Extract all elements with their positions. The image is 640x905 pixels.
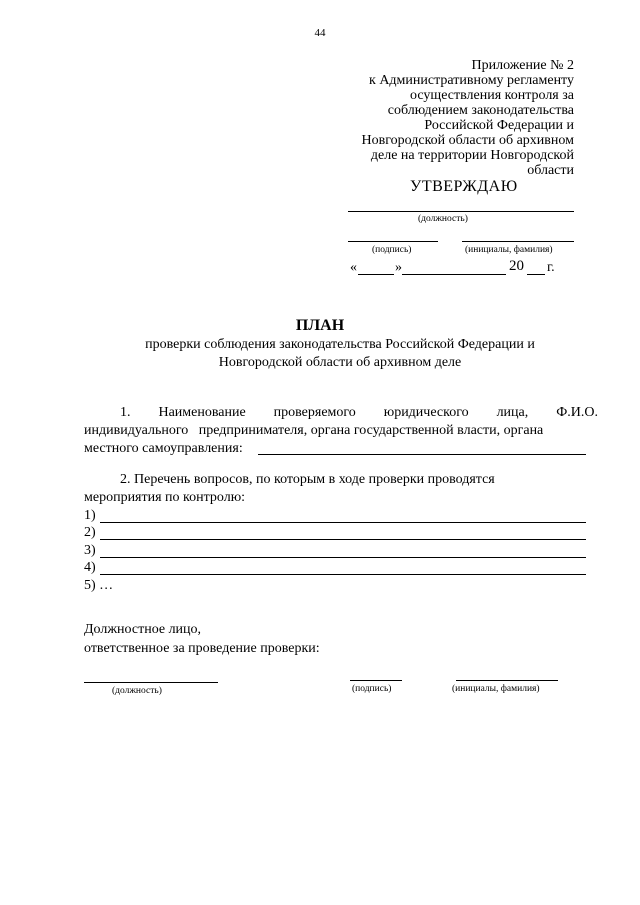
official-block	[84, 620, 320, 658]
official-signature-caption: (подпись)	[352, 684, 392, 694]
item-1-word: проверяемого	[273, 405, 356, 420]
appendix-line: Новгородской области об архивном	[361, 133, 574, 148]
plan-subtitle	[100, 336, 580, 372]
date-year-suffix: г.	[547, 260, 555, 275]
approval-position-line	[348, 211, 574, 212]
item-1	[84, 404, 598, 458]
item-2-number: 3)	[84, 543, 96, 558]
item-2-answer-line	[100, 557, 586, 558]
item-2-number: 1)	[84, 508, 96, 523]
plan-subtitle-line: Новгородской области об архивном деле	[218, 355, 462, 370]
item-1-answer-line	[258, 454, 586, 455]
item-2-answer-line	[100, 574, 586, 575]
item-1-word: Ф.И.О.	[556, 405, 598, 420]
item-2-heading-cont: мероприятия по контролю:	[84, 490, 246, 505]
item-1-word: 1.	[120, 405, 131, 420]
item-2-number: 4)	[84, 560, 96, 575]
appendix-header	[274, 58, 574, 178]
official-position-line	[84, 682, 218, 683]
item-1-line	[84, 404, 598, 422]
item-2-answer-line	[100, 539, 586, 540]
approval-title: УТВЕРЖДАЮ	[410, 178, 518, 195]
appendix-line: Российской Федерации и	[424, 118, 574, 133]
item-1-word: юридического	[383, 405, 469, 420]
official-line: ответственное за проведение проверки:	[84, 641, 320, 656]
appendix-line: Приложение № 2	[471, 58, 574, 73]
approval-signature-caption: (подпись)	[372, 245, 412, 255]
appendix-line: соблюдением законодательства	[387, 103, 574, 118]
appendix-line: области	[527, 163, 574, 178]
date-close-quote: »	[395, 260, 402, 275]
approval-signature-line	[348, 241, 438, 242]
item-2-answer-line	[100, 522, 586, 523]
date-year-prefix: 20	[509, 258, 524, 274]
item-2-last: 5) …	[84, 578, 114, 593]
official-line: Должностное лицо,	[84, 622, 202, 637]
appendix-line: деле на территории Новгородской	[370, 148, 574, 163]
approval-position-caption: (должность)	[418, 214, 468, 224]
item-1-word: лица,	[496, 405, 529, 420]
item-1-line: индивидуального предпринимателя, органа государственной власти, органа	[84, 423, 544, 438]
date-month-line	[402, 274, 506, 275]
item-1-line: местного самоуправления:	[84, 441, 243, 456]
page-number: 44	[314, 27, 326, 39]
official-name-caption: (инициалы, фамилия)	[452, 684, 540, 694]
item-2-number: 2)	[84, 525, 96, 540]
date-year-line	[527, 274, 545, 275]
official-position-caption: (должность)	[112, 686, 162, 696]
plan-subtitle-line: проверки соблюдения законодательства Российской Федерации и	[145, 337, 535, 352]
appendix-line: к Административному регламенту	[369, 73, 574, 88]
official-name-line	[456, 680, 558, 681]
appendix-line: осуществления контроля за	[410, 88, 574, 103]
official-signature-line	[350, 680, 402, 681]
date-open-quote: «	[350, 260, 357, 275]
approval-name-caption: (инициалы, фамилия)	[465, 245, 553, 255]
plan-title: ПЛАН	[295, 317, 345, 334]
date-day-line	[358, 274, 394, 275]
item-2-heading: 2. Перечень вопросов, по которым в ходе проверки проводятся	[120, 472, 495, 487]
item-1-word: Наименование	[158, 405, 246, 420]
approval-name-line	[462, 241, 574, 242]
